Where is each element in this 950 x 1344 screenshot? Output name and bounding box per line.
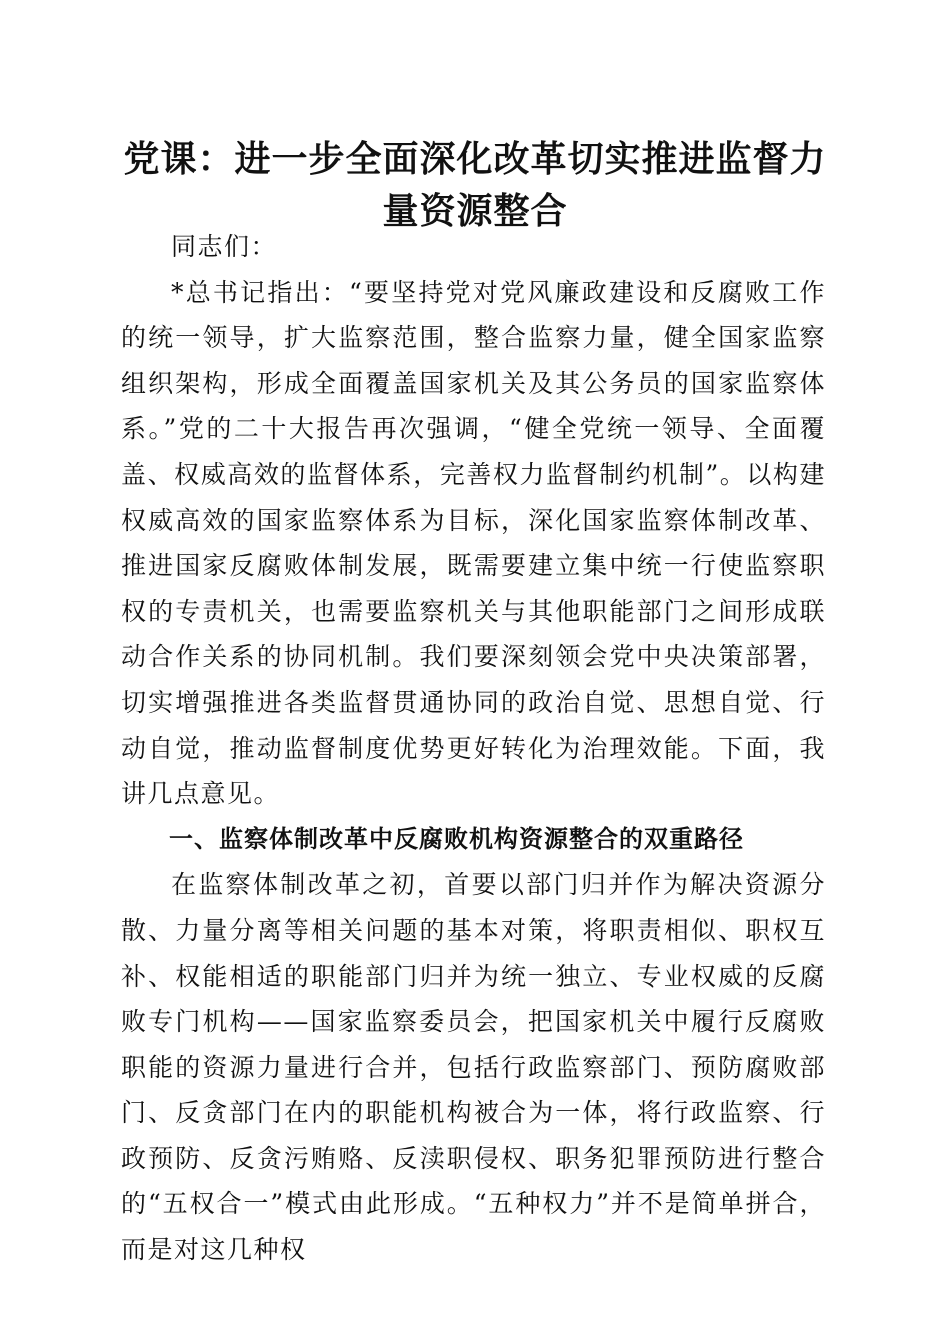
- document-title: 党课：进一步全面深化改革切实推进监督力量资源整合: [123, 139, 827, 232]
- salutation: 同志们：: [171, 232, 278, 261]
- paragraph-section-1: 在监察体制改革之初，首要以部门归并作为解决资源分散、力量分离等相关问题的基本对策，将职责相似、职权互补、权能相适的职能部门归并为统一独立、专业权威的反腐败专门机构——国家监察委员会，把国家机关中履行反腐败职能的资源力量进行合并，包括行政监察部门、预防腐败部门、反贪部门在内的职能机构被合为一体，将行政监察、行政预防、反贪污贿赂、反渎职侵权、职务犯罪预防进行整合的“五权合一”模式由此形成。“五种权力”并不是简单拼合，而是对这几种权: [121, 870, 826, 1265]
- section-heading-1: 一、监察体制改革中反腐败机构资源整合的双重路径: [169, 824, 744, 853]
- document-body: [121, 224, 826, 1273]
- paragraph-intro: *总书记指出：“要坚持党对党风廉政建设和反腐败工作的统一领导，扩大监察范围，整合监察力量，健全国家监察组织架构，形成全面覆盖国家机关及其公务员的国家监察体系。”党的二十大报告再次强调，“健全党统一领导、全面覆盖、权威高效的监督体系，完善权力监督制约机制”。以构建权威高效的国家监察体系为目标，深化国家监察体制改革、推进国家反腐败体制发展，既需要建立集中统一行使监察职权的专责机关，也需要监察机关与其他职能部门之间形成联动合作关系的协同机制。我们要深刻领会党中央决策部署，切实增强推进各类监督贯通协同的政治自觉、思想自觉、行动自觉，推动监督制度优势更好转化为治理效能。下面，我讲几点意见。: [121, 277, 826, 809]
